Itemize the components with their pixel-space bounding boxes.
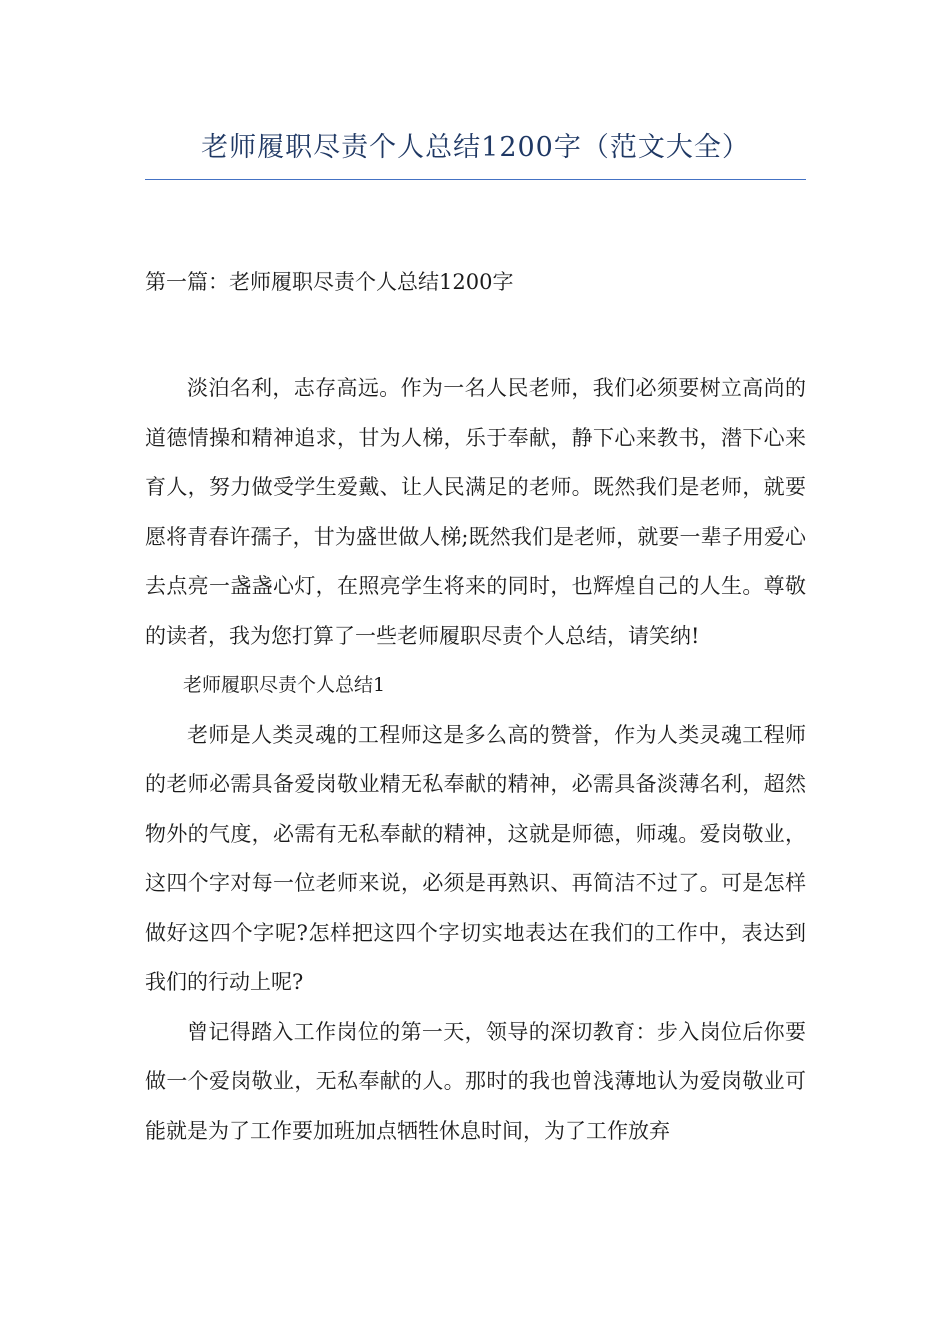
section-heading: 第一篇：老师履职尽责个人总结1200字: [145, 270, 514, 294]
document-title: 老师履职尽责个人总结1200字（范文大全）: [201, 132, 750, 163]
paragraph: 曾记得踏入工作岗位的第一天，领导的深切教育：步入岗位后你要做一个爱岗敬业，无私奉献的人。那时的我也曾浅薄地认为爱岗敬业可能就是为了工作要加班加点牺牲休息时间，为了工作放弃: [145, 1019, 806, 1143]
title-underline: [145, 179, 806, 180]
document-body: [145, 364, 806, 1156]
subheading: 老师履职尽责个人总结1: [183, 674, 386, 696]
paragraph: 老师是人类灵魂的工程师这是多么高的赞誉，作为人类灵魂工程师的老师必需具备爱岗敬业精无私奉献的精神，必需具备淡薄名利，超然物外的气度，必需有无私奉献的精神，这就是师德，师魂。爱岗敬业，这四个字对每一位老师来说，必须是再熟识、再简洁不过了。可是怎样做好这四个字呢?怎样把这四个字切实地表达在我们的工作中，表达到我们的行动上呢?: [145, 722, 806, 994]
paragraph: 淡泊名利，志存高远。作为一名人民老师，我们必须要树立高尚的道德情操和精神追求，甘为人梯，乐于奉献，静下心来教书，潜下心来育人，努力做受学生爱戴、让人民满足的老师。既然我们是老师，就要愿将青春许孺子，甘为盛世做人梯;既然我们是老师，就要一辈子用爱心去点亮一盏盏心灯，在照亮学生将来的同时，也辉煌自己的人生。尊敬的读者，我为您打算了一些老师履职尽责个人总结，请笑纳!: [145, 376, 806, 648]
